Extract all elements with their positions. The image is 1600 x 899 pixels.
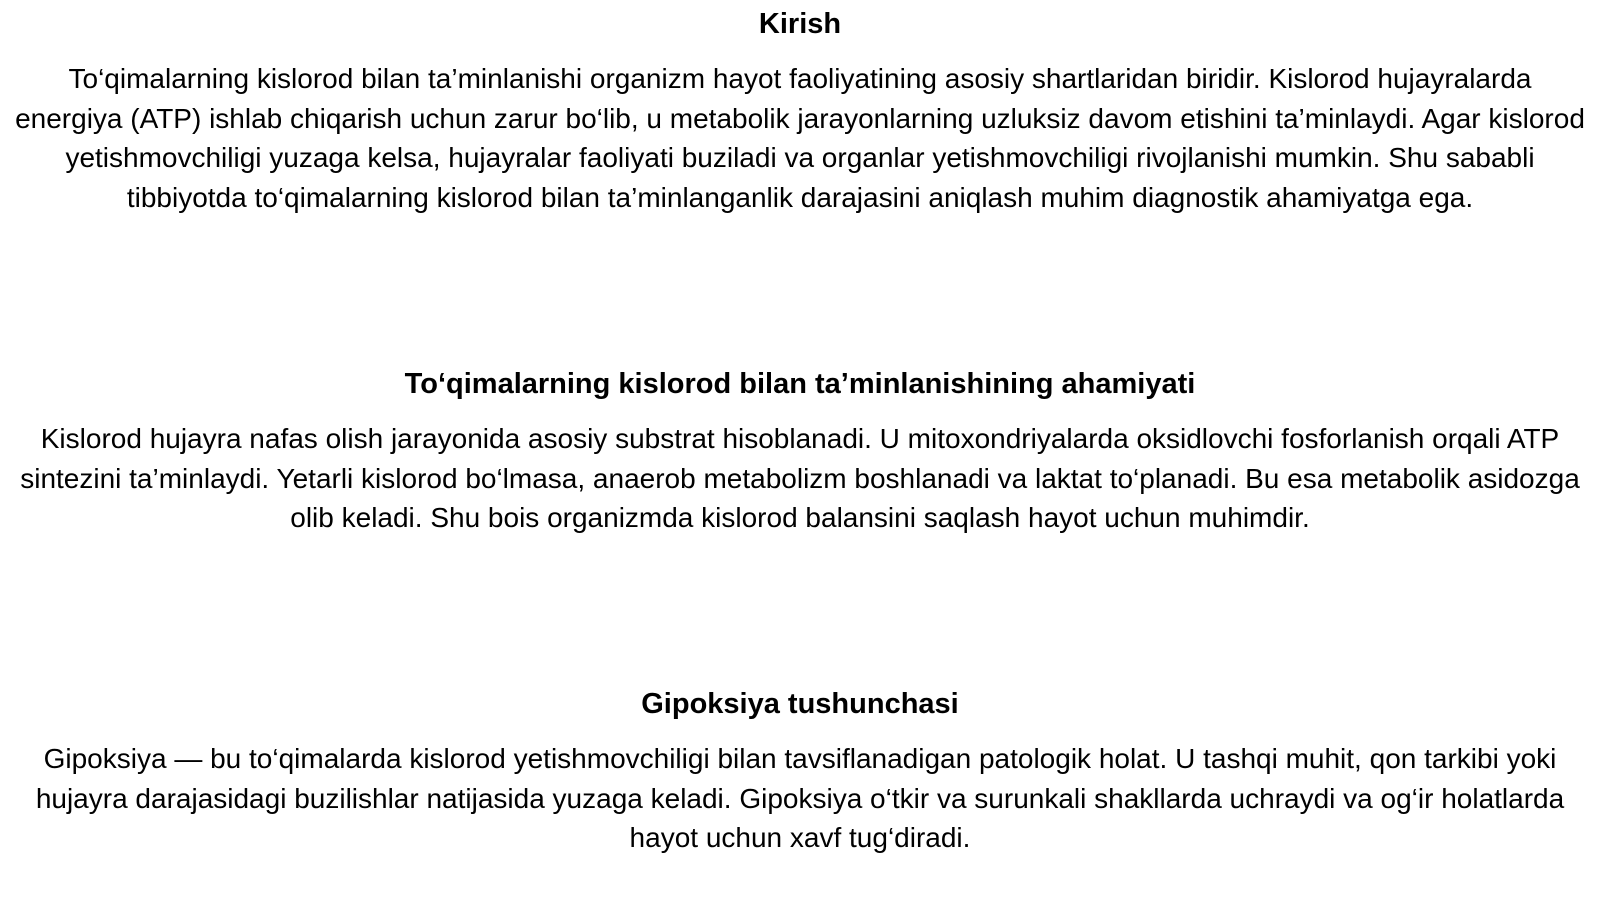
section-oxygen-importance xyxy=(12,366,1588,538)
section-heading: Kirish xyxy=(758,8,842,40)
section-paragraph: Gipoksiya — bu to‘qimalarda kislorod yetishmovchiligi bilan tavsiflanadigan patologik holat. U tashqi muhit, qon tarkibi yoki hujayra darajasidagi buzilishlar natijasida yuzaga keladi. Gipoksiya o‘tkir va surunkali shakllarda uchraydi va og‘ir holatlarda hayot uchun xavf tug‘diradi. xyxy=(35,743,1565,853)
section-paragraph: To‘qimalarning kislorod bilan ta’minlanishi organizm hayot faoliyatining asosiy shartlaridan biridir. Kislorod hujayralarda energiya (ATP) ishlab chiqarish uchun zarur bo‘lib, u metabolik jarayonlarning uzluksiz davom etishini ta’minlaydi. Agar kislorod yetishmovchiligi yuzaga kelsa, hujayralar faoliyati buziladi va organlar yetishmovchiligi rivojlanishi mumkin. Shu sababli tibbiyotda to‘qimalarning kislorod bilan ta’minlanganlik darajasini aniqlash muhim diagnostik ahamiyatga ega. xyxy=(15,63,1585,213)
section-heading: Gipoksiya tushunchasi xyxy=(641,688,959,720)
section-heading: To‘qimalarning kislorod bilan ta’minlanishining ahamiyati xyxy=(404,368,1196,400)
section-introduction xyxy=(12,6,1588,217)
section-paragraph: Kislorod hujayra nafas olish jarayonida asosiy substrat hisoblanadi. U mitoxondriyalarda oksidlovchi fosforlanish orqali ATP sintezini ta’minlaydi. Yetarli kislorod bo‘lmasa, anaerob metabolizm boshlanadi va laktat to‘planadi. Bu esa metabolik asidozga olib keladi. Shu bois organizmda kislorod balansini saqlash hayot uchun muhimdir. xyxy=(20,423,1580,533)
section-hypoxia-concept xyxy=(12,686,1588,858)
